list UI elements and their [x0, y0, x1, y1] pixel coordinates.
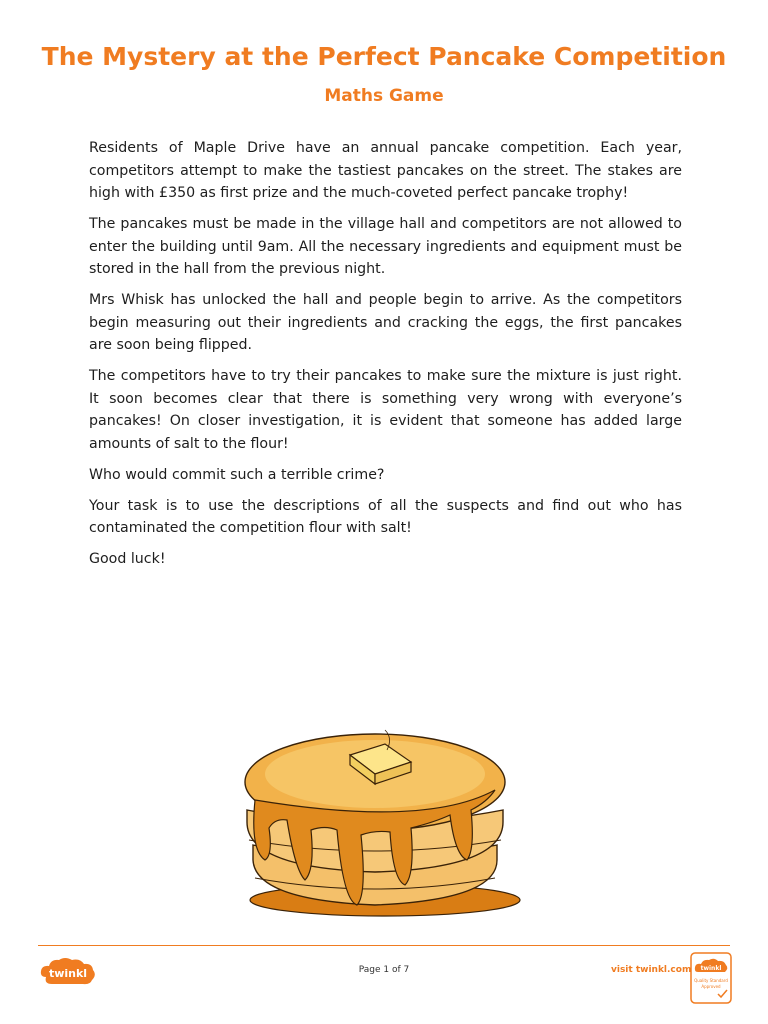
paragraph: Your task is to use the descriptions of all the suspects and find out who has contaminated the competition flour with salt! — [89, 497, 682, 536]
paragraph: The pancakes must be made in the village hall and competitors are not allowed to enter the building until 9am. All the necessary ingredients and equipment must be stored in the hall from the previous night. — [89, 216, 682, 277]
paragraph: Good luck! — [89, 551, 166, 567]
page-number: Page 1 of 7 — [358, 965, 410, 975]
page-title: The Mystery at the Perfect Pancake Competition — [41, 42, 727, 71]
footer-divider — [38, 945, 730, 946]
svg-text:Quality Standard: Quality Standard — [694, 978, 728, 983]
visit-link[interactable]: visit twinkl.com — [611, 965, 692, 975]
page-subtitle: Maths Game — [324, 86, 444, 106]
story-text — [89, 137, 682, 579]
paragraph: The competitors have to try their pancakes to make sure the mixture is just right. It soon becomes clear that there is something very wrong with everyone’s pancakes! On closer investigation, it is evident that someone has added large amounts of salt to the flour! — [89, 368, 682, 452]
quality-standard-badge-icon — [690, 952, 732, 1004]
paragraph: Residents of Maple Drive have an annual pancake competition. Each year, competitors attempt to make the tastiest pancakes on the street. The stakes are high with £350 as first prize and the much-coveted perfect pancake trophy! — [89, 140, 682, 201]
paragraph: Mrs Whisk has unlocked the hall and people begin to arrive. As the competitors begin measuring out their ingredients and cracking the eggs, the first pancakes are soon being flipped. — [89, 292, 682, 353]
pancake-stack-illustration — [225, 710, 525, 920]
paragraph: Who would commit such a terrible crime? — [89, 466, 385, 483]
svg-text:Approved: Approved — [701, 984, 721, 989]
logo-text: twinkl — [48, 967, 88, 980]
svg-text:twinkl: twinkl — [700, 965, 722, 972]
